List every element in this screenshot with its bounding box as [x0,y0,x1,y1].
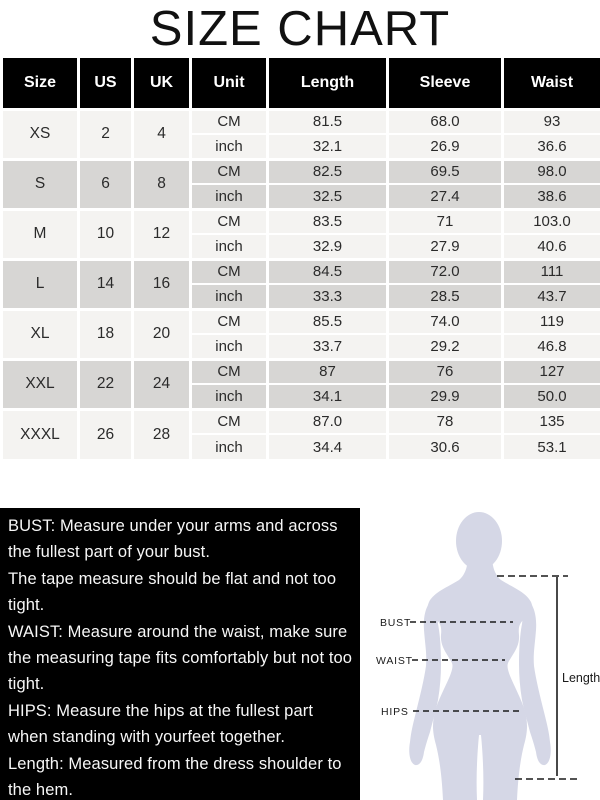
unit-inch-cell-m: inch [191,234,268,259]
body-silhouette-diagram [360,508,600,800]
length-cm-xxxl: 87.0 [268,409,388,434]
silhouette-torso-legs [428,554,533,800]
waist-cm-s: 98.0 [503,159,600,184]
length-inch-s: 32.5 [268,184,388,209]
bottom-section [0,508,600,800]
us-cell-xxxl: 26 [79,409,133,459]
waist-inch-xxxl: 53.1 [503,434,600,459]
size-table [0,56,600,459]
waist-instruction: WAIST: Measure around the waist, make sure the measuring tape fits comfortably but not too tight. [8,622,353,694]
us-cell-l: 14 [79,259,133,309]
size-row-s-cm [2,159,600,184]
sleeve-cm-xxxl: 78 [388,409,503,434]
sleeve-cm-l: 72.0 [388,259,503,284]
uk-cell-xl: 20 [133,309,191,359]
size-row-l-cm [2,259,600,284]
hips-instruction: HIPS: Measure the hips at the fullest part when standing with yourfeet together. [8,701,314,747]
header-row [2,57,600,109]
us-cell-s: 6 [79,159,133,209]
uk-cell-s: 8 [133,159,191,209]
unit-inch-cell-xl: inch [191,334,268,359]
unit-inch-cell-xxxl: inch [191,434,268,459]
length-instruction: Length: Measured from the dress shoulder to the hem. [8,754,342,800]
sleeve-inch-xl: 29.2 [388,334,503,359]
size-row-m-cm [2,209,600,234]
length-cm-s: 82.5 [268,159,388,184]
sleeve-inch-xxl: 29.9 [388,384,503,409]
waist-cm-m: 103.0 [503,209,600,234]
size-cell-xl: XL [2,309,79,359]
size-cell-l: L [2,259,79,309]
waist-cm-xxl: 127 [503,359,600,384]
unit-cm-cell-xxl: CM [191,359,268,384]
col-header-unit: Unit [191,57,268,109]
unit-inch-cell-l: inch [191,284,268,309]
us-cell-m: 10 [79,209,133,259]
length-inch-m: 32.9 [268,234,388,259]
waist-cm-xs: 93 [503,109,600,134]
col-header-waist: Waist [503,57,600,109]
waist-cm-l: 111 [503,259,600,284]
length-label: Length [562,671,600,685]
unit-cm-cell-xl: CM [191,309,268,334]
measurement-instructions [0,508,360,800]
size-cell-xs: XS [2,109,79,159]
waist-inch-xxl: 50.0 [503,384,600,409]
unit-inch-cell-xs: inch [191,134,268,159]
col-header-size: Size [2,57,79,109]
page-title: SIZE CHART [149,2,451,56]
waist-label: WAIST [376,655,413,667]
col-header-uk: UK [133,57,191,109]
waist-inch-xl: 46.8 [503,334,600,359]
length-cm-xs: 81.5 [268,109,388,134]
size-cell-m: M [2,209,79,259]
length-cm-m: 83.5 [268,209,388,234]
us-cell-xl: 18 [79,309,133,359]
unit-cm-cell-xs: CM [191,109,268,134]
sleeve-inch-m: 27.9 [388,234,503,259]
uk-cell-m: 12 [133,209,191,259]
length-inch-xl: 33.7 [268,334,388,359]
length-inch-l: 33.3 [268,284,388,309]
waist-inch-s: 38.6 [503,184,600,209]
bust-instruction: BUST: Measure under your arms and across the fullest part of your bust. [8,517,338,562]
unit-cm-cell-xxxl: CM [191,409,268,434]
size-row-xs-cm [2,109,600,134]
sleeve-cm-m: 71 [388,209,503,234]
unit-cm-cell-m: CM [191,209,268,234]
length-cm-xl: 85.5 [268,309,388,334]
unit-inch-cell-s: inch [191,184,268,209]
length-cm-xxl: 87 [268,359,388,384]
sleeve-cm-xl: 74.0 [388,309,503,334]
size-cell-xxl: XXL [2,359,79,409]
sleeve-cm-xs: 68.0 [388,109,503,134]
uk-cell-l: 16 [133,259,191,309]
bust-label: BUST [380,617,412,629]
sleeve-cm-s: 69.5 [388,159,503,184]
size-cell-xxxl: XXXL [2,409,79,459]
col-header-sleeve: Sleeve [388,57,503,109]
us-cell-xxl: 22 [79,359,133,409]
size-row-xxl-cm [2,359,600,384]
size-table-body [2,109,600,459]
waist-inch-l: 43.7 [503,284,600,309]
sleeve-inch-xs: 26.9 [388,134,503,159]
female-silhouette [409,512,551,800]
waist-cm-xxxl: 135 [503,409,600,434]
length-inch-xs: 32.1 [268,134,388,159]
length-inch-xxxl: 34.4 [268,434,388,459]
col-header-length: Length [268,57,388,109]
sleeve-inch-s: 27.4 [388,184,503,209]
uk-cell-xs: 4 [133,109,191,159]
sleeve-cm-xxl: 76 [388,359,503,384]
sleeve-inch-l: 28.5 [388,284,503,309]
col-header-us: US [79,57,133,109]
size-cell-s: S [2,159,79,209]
unit-cm-cell-l: CM [191,259,268,284]
tape-instruction: The tape measure should be flat and not too tight. [8,569,337,615]
length-cm-l: 84.5 [268,259,388,284]
hips-label: HIPS [381,706,409,718]
us-cell-xs: 2 [79,109,133,159]
body-figure-area [360,508,600,800]
waist-inch-m: 40.6 [503,234,600,259]
uk-cell-xxxl: 28 [133,409,191,459]
waist-inch-xs: 36.6 [503,134,600,159]
waist-cm-xl: 119 [503,309,600,334]
size-row-xxxl-cm [2,409,600,434]
size-table-header [2,57,600,109]
size-row-xl-cm [2,309,600,334]
unit-inch-cell-xxl: inch [191,384,268,409]
length-inch-xxl: 34.1 [268,384,388,409]
sleeve-inch-xxxl: 30.6 [388,434,503,459]
unit-cm-cell-s: CM [191,159,268,184]
uk-cell-xxl: 24 [133,359,191,409]
